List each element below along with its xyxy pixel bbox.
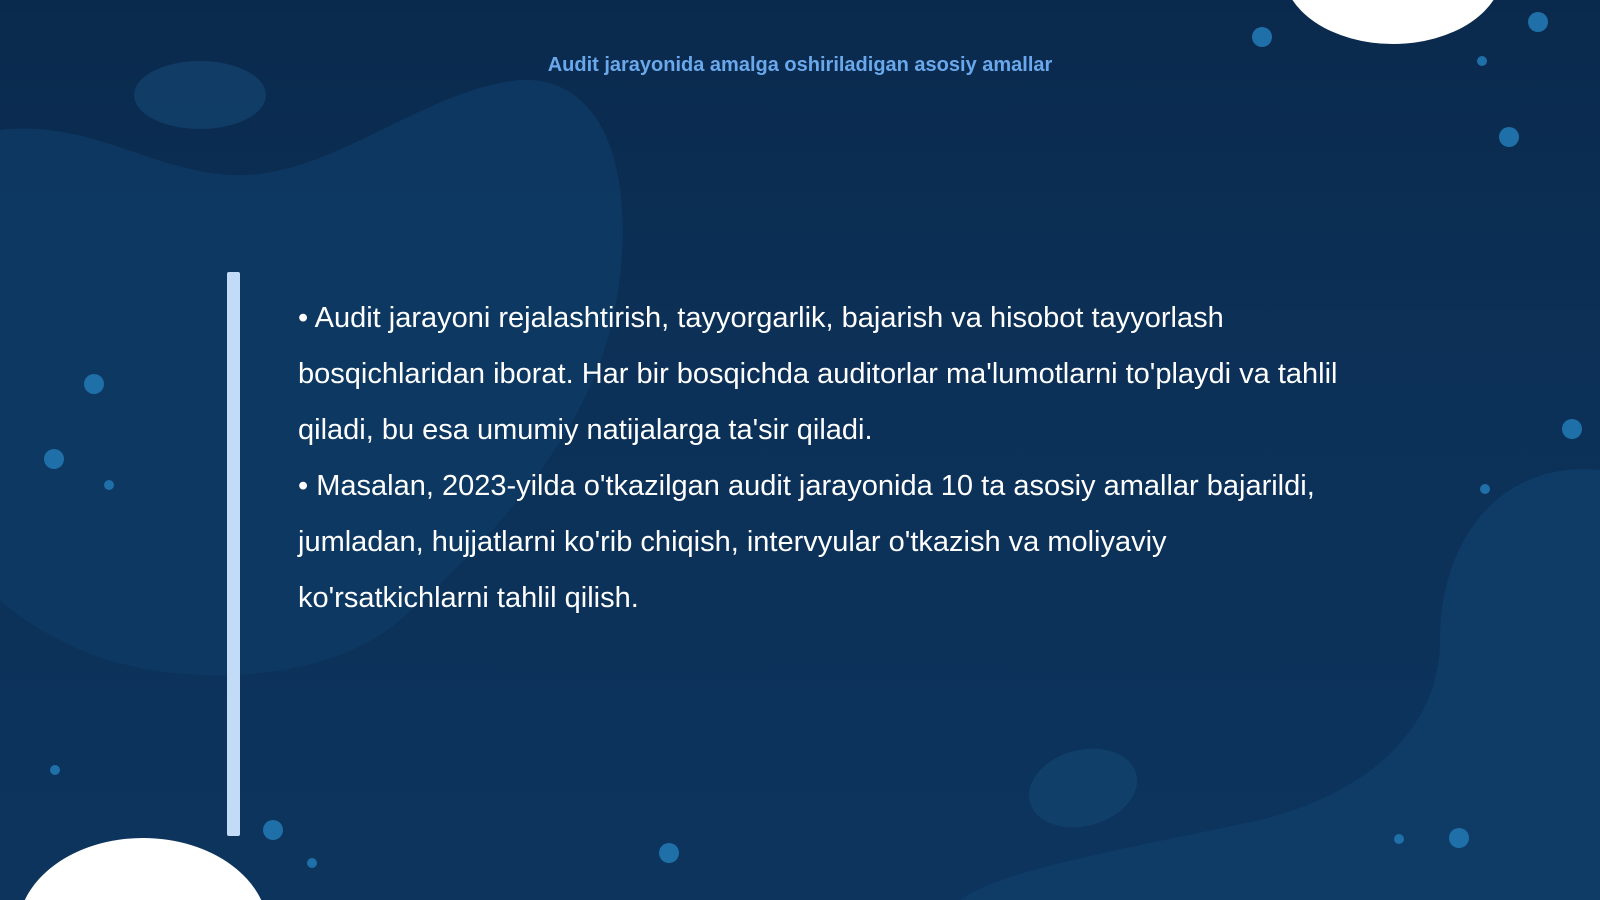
slide-title: Audit jarayonida amalga oshiriladigan asosiy amallar	[547, 54, 1053, 76]
bullet-item: • Audit jarayoni rejalashtirish, tayyorgarlik, bajarish va hisobot tayyorlash bosqichlaridan iborat. Har bir bosqichda auditorlar ma'lumotlarni to'playdi va tahlil qiladi, bu esa umumiy natijalarga ta'sir qiladi.	[298, 302, 1338, 446]
corner-shape-top-right	[1283, 0, 1503, 44]
accent-bar	[227, 272, 240, 836]
corner-shape-bottom-left	[18, 838, 268, 900]
slide-body	[298, 290, 1338, 626]
bullet-item: • Masalan, 2023-yilda o'tkazilgan audit jarayonida 10 ta asosiy amallar bajarildi, jumladan, hujjatlarni ko'rib chiqish, intervyular o'tkazish va moliyaviy ko'rsatkichlarni tahlil qilish.	[298, 470, 1315, 614]
background-ellipse	[1020, 737, 1146, 839]
